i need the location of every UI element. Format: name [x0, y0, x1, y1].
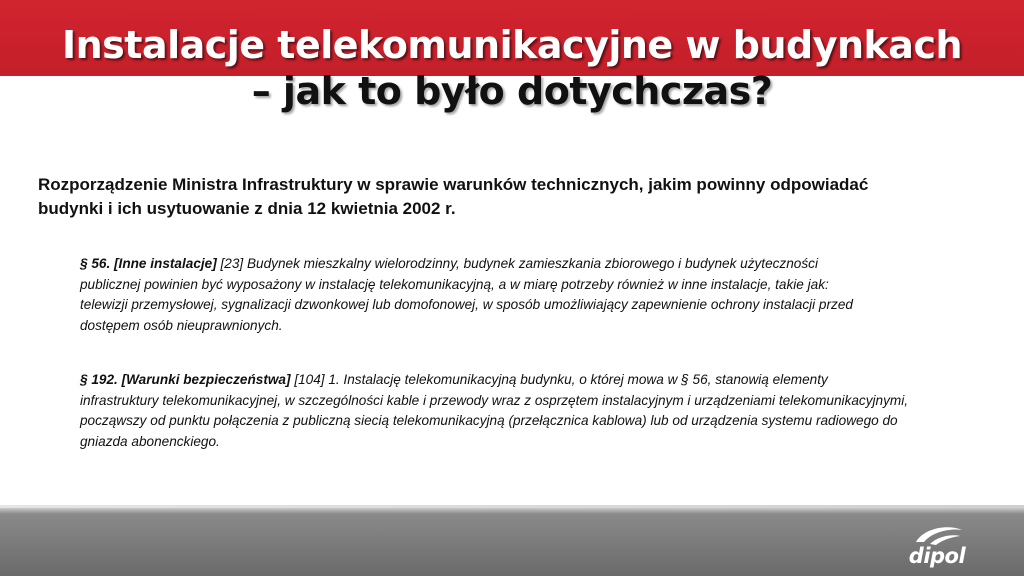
footer-band	[0, 508, 1024, 576]
dipol-logo	[902, 524, 972, 568]
logo-text: dipol	[908, 544, 966, 568]
paragraph-56-heading: § 56. [Inne instalacje]	[80, 256, 217, 271]
slide-title	[0, 22, 1024, 114]
dipol-swoosh-icon	[910, 524, 966, 546]
regulation-intro: Rozporządzenie Ministra Infrastruktury w sprawie warunków technicznych, jakim powinny odpowiadać budynki i ich usytuowanie z dnia 12 kwietnia 2002 r.	[38, 175, 869, 218]
paragraph-56-body: [23] Budynek mieszkalny wielorodzinny, budynek zamieszkania zbiorowego i budynek użyteczności publicznej powinien być wyposażony w instalację telekomunikacyjną, a w miarę potrzeby również w inne instalacje, takie jak: telewizji przemysłowej, sygnalizacji dzwonkowej lub domofonowej, w sposób umożliwiający zapewnienie ochrony instalacji przed dostępem osób nieuprawnionych.	[80, 256, 853, 333]
paragraph-56	[80, 254, 870, 336]
paragraph-192-body: [104] 1. Instalację telekomunikacyjną budynku, o której mowa w § 56, stanowią elementy infrastruktury telekomunikacyjnej, w szczególności kable i przewody wraz z osprzętem instalacyjnym i urządzeniami telekomunikacyjnymi, począwszy od punktu połączenia z publiczną siecią telekomunikacyjną (przełącznica kablowa) lub od urządzenia systemu radiowego do gniazda abonenckiego.	[80, 372, 909, 449]
paragraph-192	[80, 370, 910, 452]
paragraph-192-heading: § 192. [Warunki bezpieczeństwa]	[80, 372, 291, 387]
title-line-1: Instalacje telekomunikacyjne w budynkach	[61, 23, 963, 67]
title-line-2: – jak to było dotychczas?	[251, 69, 773, 113]
